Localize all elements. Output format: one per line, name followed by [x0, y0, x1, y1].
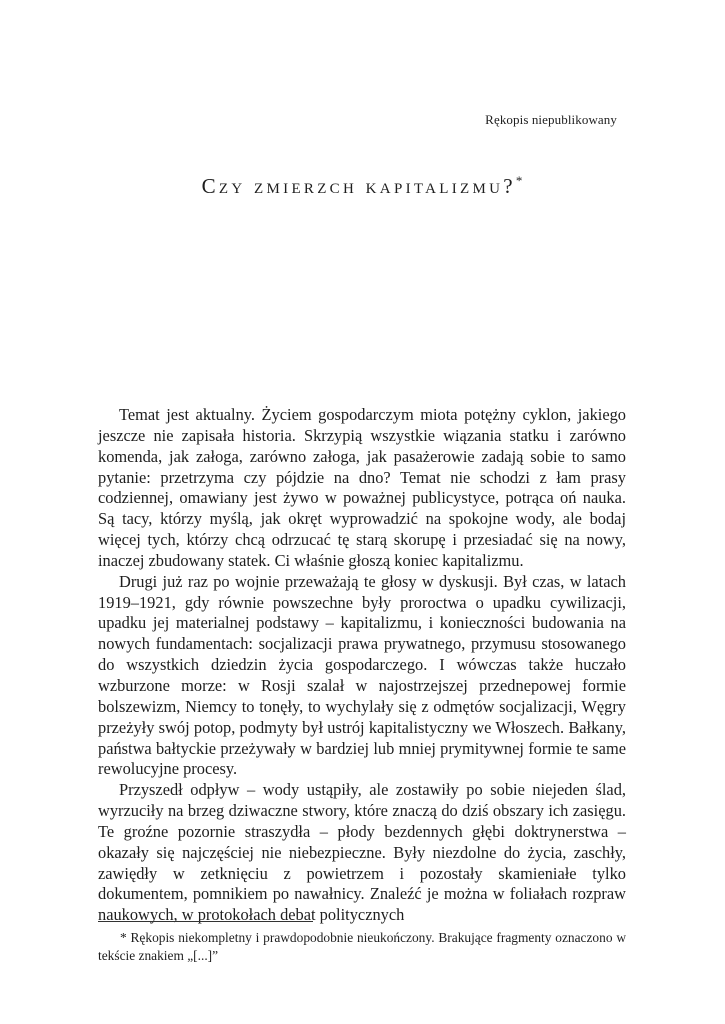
paragraph-2: Drugi już raz po wojnie przeważają te głosy w dyskusji. Był czas, w latach 1919–1921, gdy równie powszechne były proroctwa o upadku cywilizacji, upadku jej materialnej podstawy – kapitalizmu, i konieczności budowania na nowych fundamentach: socjalizacji prawa prywatnego, przymusu stosowanego do wszystkich dziedzin życia gospodarczego. I wówczas także huczało wzburzone morze: w Rosji szalał w najostrzejszej przednepowej formie bolszewizm, Niemcy to tonęły, to wychylały się z odmętów socjalizacji, Węgry przeżyły swój potop, podmyty był ustrój kapitalistyczny we Włoszech. Bałkany, państwa bałtyckie przeżywały w bardziej lub mniej prymitywnej formie te same rewolucyjne procesy.: [98, 571, 626, 779]
paragraph-3: Przyszedł odpływ – wody ustąpiły, ale zostawiły po sobie niejeden ślad, wyrzuciły na brzeg dziwaczne stwory, które znaczą do dziś obszary ich zasięgu. Te groźne pozornie straszydła – płody bezdennych głębi doktrynerstwa – okazały się najczęściej nie niebezpieczne. Były niezdolne do życia, zaschły, zawiędły w zetknięciu z powietrzem i pozostały skamieniałe tylko dokumentem, pomnikiem po nawałnicy. Znaleźć je można w foliałach rozpraw naukowych, w protokołach debat politycznych: [98, 780, 626, 925]
footnote-marker: *: [515, 173, 523, 188]
body-text: [98, 405, 626, 926]
running-header: Rękopis niepublikowany: [485, 112, 617, 127]
article-title: [98, 172, 626, 200]
paragraph-1: Temat jest aktualny. Życiem gospodarczym miota potężny cyklon, jakiego jeszcze nie zapisała historia. Skrzypią wszystkie wiązania statku i zarówno komenda, jak załoga, zarówno załoga, jak pasażerowie zadają sobie to samo pytanie: przetrzyma czy pójdzie na dno? Temat nie schodzi z łam prasy codziennej, omawiany jest żywo w poważnej publicystyce, potrąca oń nauka. Są tacy, którzy myślą, jak okręt wyprowadzić na spokojne wody, ale bodaj więcej tych, którzy chcą odrzucać tę starą skorupę i przesiadać się na nowy, inaczej zbudowany statek. Ci właśnie głoszą koniec kapitalizmu.: [98, 405, 626, 570]
footnote: * Rękopis niekompletny i prawdopodobnie nieukończony. Brakujące fragmenty oznaczono w tekście znakiem „[...]”: [98, 930, 626, 963]
article-title-text: Czy zmierzch kapitalizmu?: [201, 174, 516, 198]
footnote-divider: [98, 921, 313, 922]
